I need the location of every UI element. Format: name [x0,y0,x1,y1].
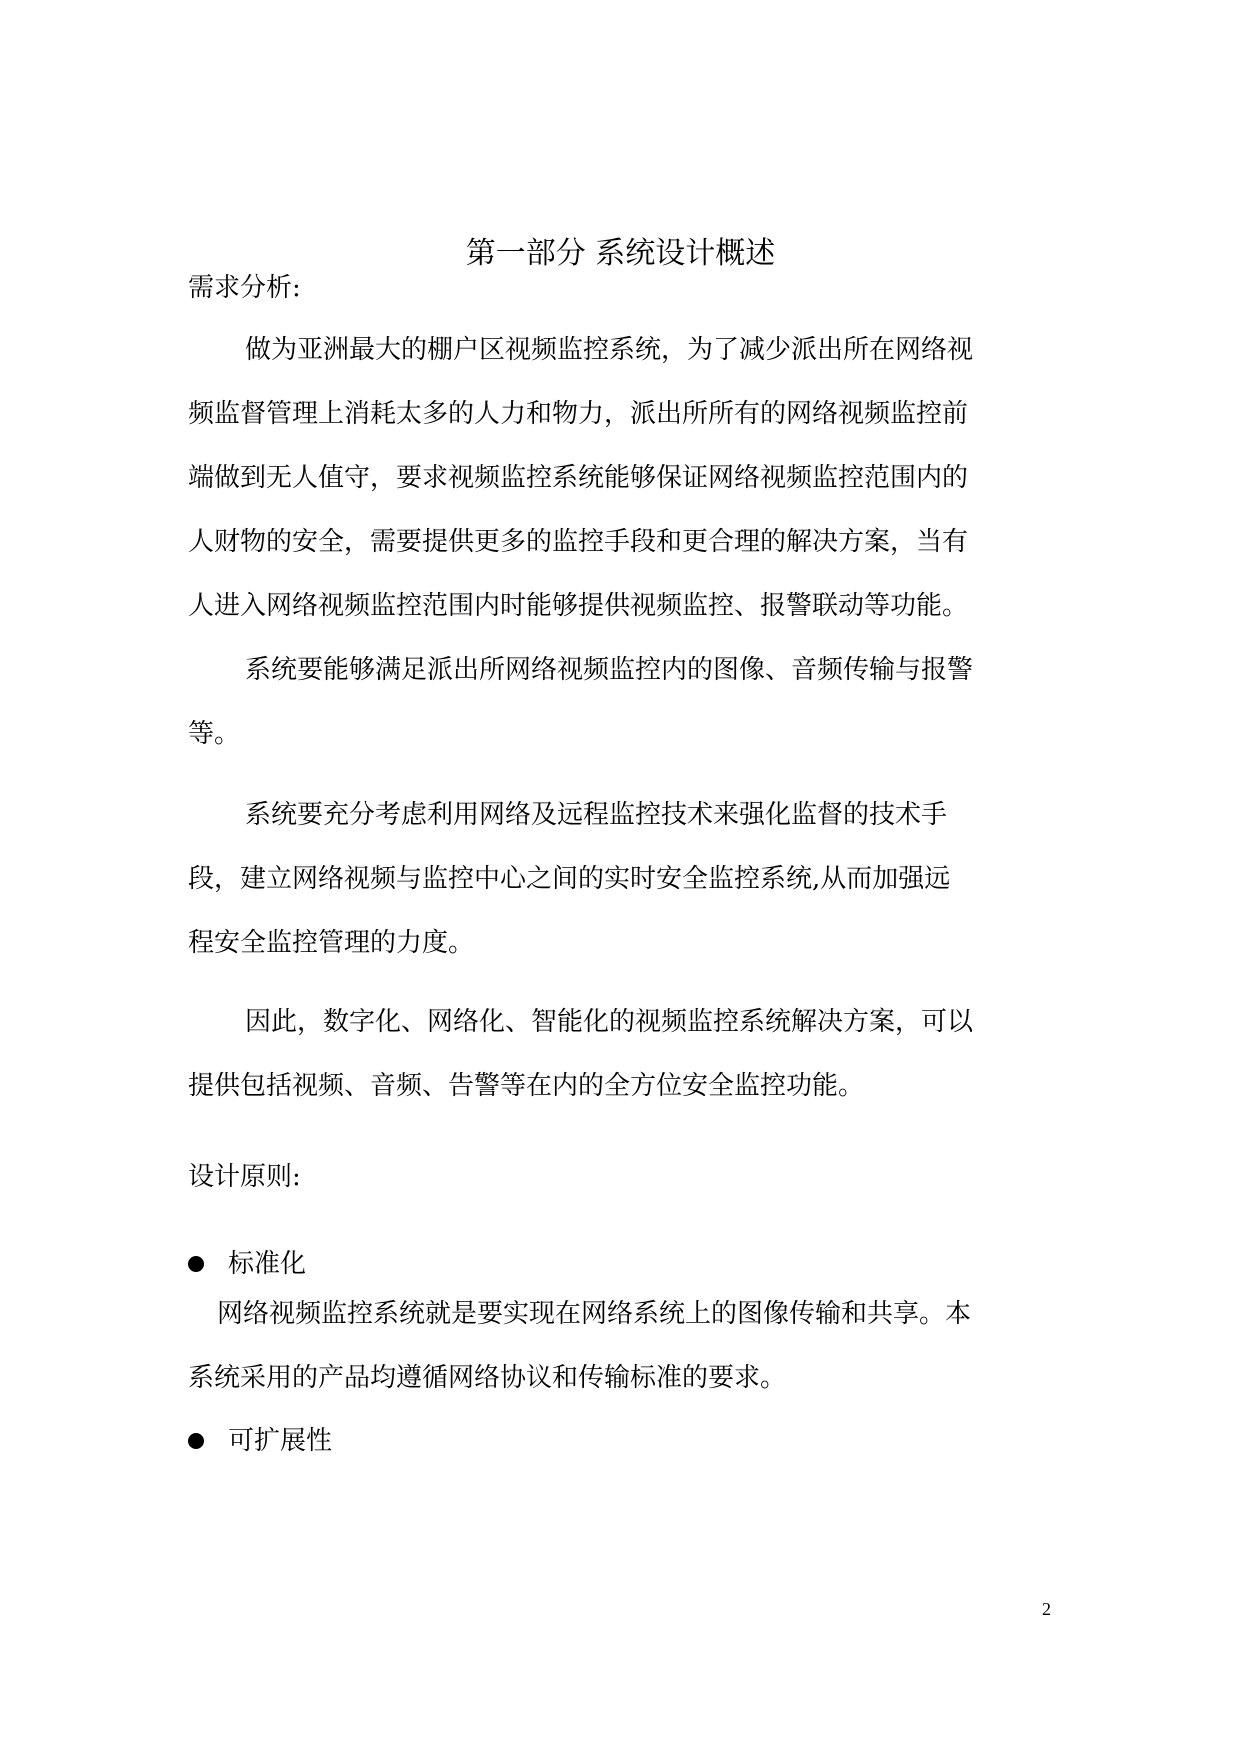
bullet-dot-icon [188,1256,204,1272]
bullet-dot-icon [188,1433,204,1449]
bullet-label: 可扩展性 [228,1426,333,1456]
paragraph-line: 网络视频监控系统就是要实现在网络系统上的图像传输和共享。本 [217,1299,972,1329]
paragraph-2 [188,638,1056,766]
paragraph-line: 频监督管理上消耗太多的人力和物力，派出所所有的网络视频监控前 [188,399,969,429]
paragraph-line: 程安全监控管理的力度。 [188,928,475,958]
paragraph-4 [188,990,1056,1118]
paragraph-line: 做为亚洲最大的棚户区视频监控系统，为了减少派出所在网络视 [245,335,974,365]
paragraph-line: 人财物的安全，需要提供更多的监控手段和更合理的解决方案，当有 [188,527,969,557]
paragraph-line: 系统采用的产品均遵循网络协议和传输标准的要求。 [188,1363,787,1393]
bullet-label: 标准化 [228,1249,307,1279]
paragraph-line: 系统要能够满足派出所网络视频监控内的图像、音频传输与报警 [245,655,974,685]
bullet-1-description [188,1282,1056,1410]
paragraph-1 [188,318,1056,638]
section-heading-requirements: 需求分析: [188,273,301,303]
section-heading-design-principles: 设计原则: [188,1162,301,1192]
paragraph-line: 段，建立网络视频与监控中心之间的实时安全监控系统,从而加强远 [188,864,951,894]
paragraph-3 [188,783,1056,975]
paragraph-line: 系统要充分考虑利用网络及远程监控技术来强化监督的技术手 [245,800,948,830]
page-number: 2 [1042,1599,1051,1619]
document-title: 第一部分 系统设计概述 [465,236,776,271]
paragraph-line: 因此，数字化、网络化、智能化的视频监控系统解决方案，可以 [245,1007,974,1037]
paragraph-line: 等。 [188,719,241,749]
bullet-item-standardization [188,1246,306,1282]
bullet-item-scalability [188,1423,332,1459]
paragraph-line: 提供包括视频、音频、告警等在内的全方位安全监控功能。 [188,1071,865,1101]
paragraph-line: 人进入网络视频监控范围内时能够提供视频监控、报警联动等功能。 [188,591,969,621]
paragraph-line: 端做到无人值守，要求视频监控系统能够保证网络视频监控范围内的 [188,463,969,493]
